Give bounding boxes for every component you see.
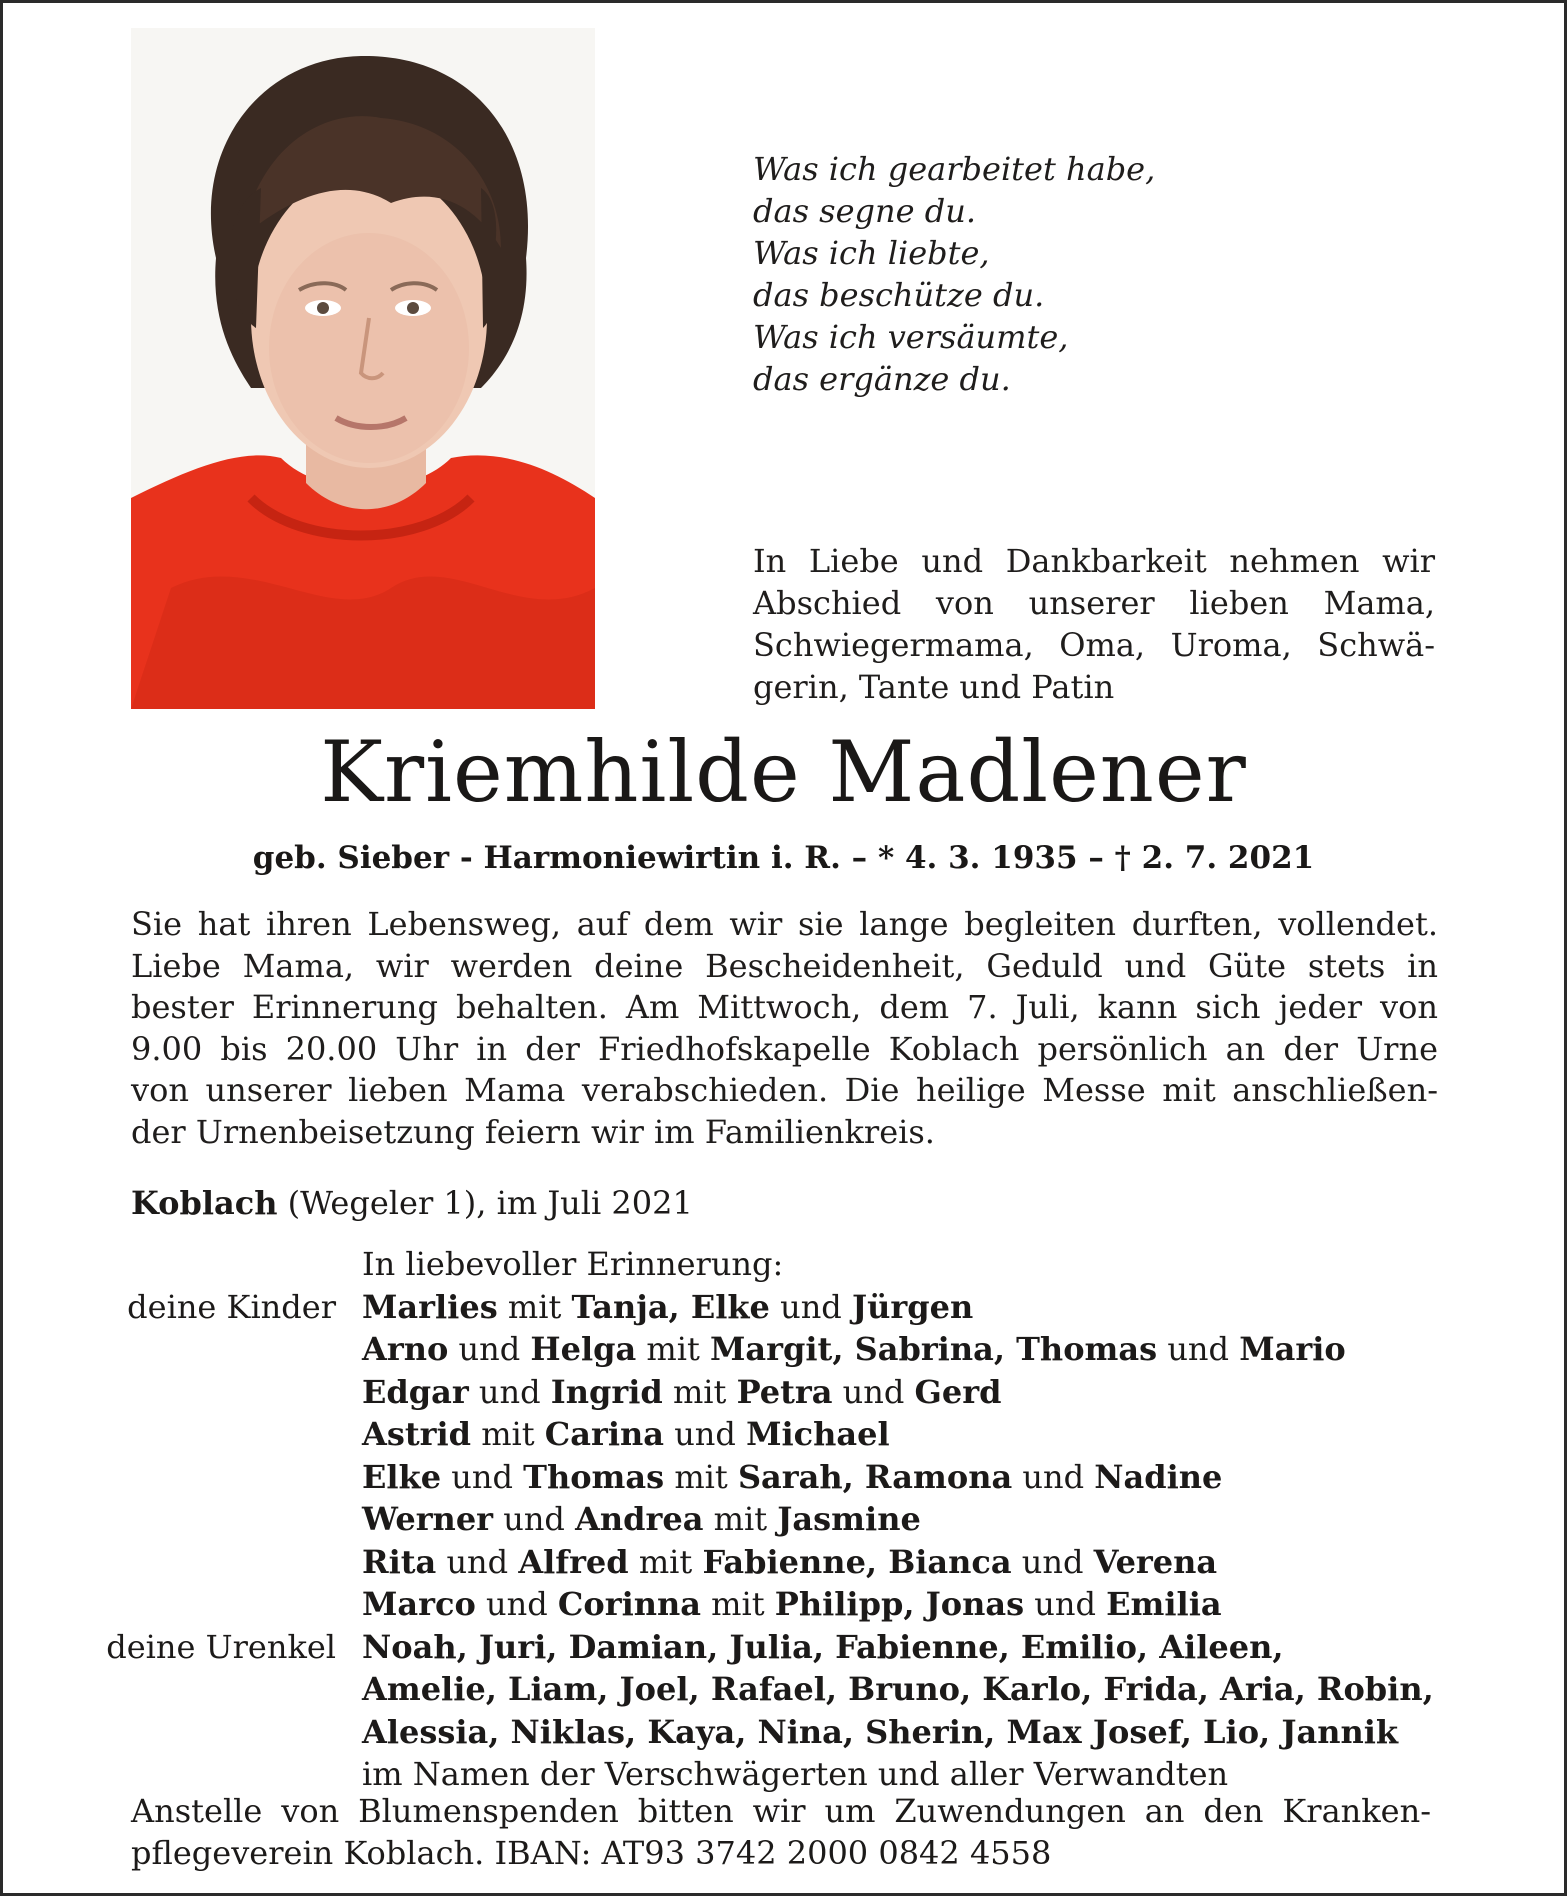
connector-text: und bbox=[475, 1585, 558, 1623]
child-name: Marlies bbox=[362, 1287, 498, 1326]
greatgrandchildren-line: Amelie, Liam, Joel, Rafael, Bruno, Karlo, Frida, Aria, Robin, bbox=[362, 1670, 1434, 1708]
child-line bbox=[362, 1498, 921, 1541]
child-name: Jürgen bbox=[851, 1287, 974, 1326]
connector-text: mit bbox=[497, 1287, 572, 1326]
child-name: Ingrid bbox=[550, 1372, 663, 1411]
greatgrandchildren-line: Alessia, Niklas, Kaya, Nina, Sherin, Max Josef, Lio, Jannik bbox=[362, 1712, 1399, 1751]
body-line: Liebe Mama, wir werden deine Bescheidenheit, Geduld und Güte stets in bbox=[131, 946, 1438, 985]
body-line: Sie hat ihren Lebensweg, auf dem wir sie lange begleiten durften, vollendet. bbox=[131, 905, 1438, 943]
connector-text: mit bbox=[636, 1330, 710, 1368]
connector-text: und bbox=[468, 1372, 551, 1411]
intro-line: Schwiegermama, Oma, Uroma, Schwä- bbox=[753, 626, 1435, 664]
place-rest: (Wegeler 1), im Juli 2021 bbox=[277, 1184, 693, 1222]
child-name: Nadine bbox=[1094, 1457, 1223, 1496]
child-name: Sarah, Ramona bbox=[737, 1457, 1013, 1496]
child-name: Werner bbox=[362, 1500, 494, 1538]
body-line: der Urnenbeisetzung feiern wir im Familienkreis. bbox=[131, 1112, 935, 1151]
connector-text: und bbox=[1157, 1330, 1240, 1368]
child-name: Helga bbox=[530, 1330, 637, 1368]
child-line bbox=[362, 1413, 890, 1456]
child-name: Elke bbox=[362, 1457, 442, 1496]
verse-line: Was ich liebte, bbox=[753, 234, 990, 272]
place-date bbox=[131, 1182, 1431, 1224]
intro-text bbox=[753, 540, 1435, 708]
portrait-photo bbox=[131, 28, 595, 709]
intro-line: Abschied von unserer lieben Mama, bbox=[753, 584, 1435, 622]
relatives-line: im Namen der Verschwägerten und aller Verwandten bbox=[362, 1755, 1229, 1793]
child-name: Tanja, Elke bbox=[571, 1287, 770, 1326]
child-name: Arno bbox=[362, 1330, 449, 1368]
greatgrandchildren-line: Noah, Juri, Damian, Julia, Fabienne, Emilio, Aileen, bbox=[362, 1627, 1284, 1666]
child-name: Carina bbox=[544, 1415, 665, 1453]
connector-text: und bbox=[664, 1415, 747, 1453]
child-name: Marco bbox=[362, 1585, 476, 1623]
connector-text: und bbox=[1011, 1542, 1094, 1581]
child-name: Verena bbox=[1093, 1542, 1218, 1581]
donation-note bbox=[131, 1790, 1431, 1874]
body-line: von unserer lieben Mama verabschieden. Die heilige Messe mit anschließen- bbox=[131, 1071, 1438, 1109]
verse-line: das ergänze du. bbox=[753, 360, 1011, 398]
connector-text: mit bbox=[662, 1372, 737, 1411]
deceased-name: Kriemhilde Madlener bbox=[320, 723, 1247, 821]
family-heading: In liebevoller Erinnerung: bbox=[362, 1245, 784, 1283]
connector-text: mit bbox=[471, 1415, 545, 1453]
intro-line: gerin, Tante und Patin bbox=[753, 668, 1115, 706]
verse-line: Was ich versäumte, bbox=[753, 318, 1069, 356]
child-name: Petra bbox=[736, 1372, 833, 1411]
child-name: Rita bbox=[362, 1542, 437, 1581]
main-text bbox=[131, 904, 1438, 1153]
child-name: Philipp, Jonas bbox=[774, 1585, 1025, 1623]
body-line: 9.00 bis 20.00 Uhr in der Friedhofskapelle Koblach persönlich an der Urne bbox=[131, 1029, 1438, 1068]
child-name: Astrid bbox=[362, 1415, 472, 1453]
child-line bbox=[362, 1371, 1001, 1414]
birth-death-line: geb. Sieber - Harmoniewirtin i. R. – * 4. 3. 1935 – † 2. 7. 2021 bbox=[252, 840, 1315, 876]
children-row bbox=[0, 1286, 1567, 1329]
child-name: Emilia bbox=[1106, 1585, 1222, 1623]
connector-text: und bbox=[441, 1457, 524, 1496]
child-name: Alfred bbox=[518, 1542, 629, 1581]
child-line bbox=[362, 1541, 1217, 1584]
connector-text: mit bbox=[628, 1542, 703, 1581]
connector-text: und bbox=[493, 1500, 576, 1538]
connector-text: mit bbox=[700, 1585, 775, 1623]
child-line bbox=[362, 1328, 1346, 1371]
verse-line: das beschütze du. bbox=[753, 276, 1045, 314]
connector-text: und bbox=[769, 1287, 852, 1326]
child-line bbox=[362, 1583, 1222, 1626]
children-label: deine Kinder bbox=[127, 1287, 336, 1326]
child-name: Corinna bbox=[557, 1585, 701, 1623]
greatgrandchildren-row bbox=[0, 1626, 1567, 1669]
child-name: Michael bbox=[746, 1415, 890, 1453]
connector-text: und bbox=[1012, 1457, 1095, 1496]
intro-line: In Liebe und Dankbarkeit nehmen wir bbox=[753, 542, 1435, 580]
child-name: Margit, Sabrina, Thomas bbox=[709, 1330, 1158, 1368]
connector-text: und bbox=[832, 1372, 915, 1411]
greatgrandchildren-label: deine Urenkel bbox=[106, 1627, 336, 1666]
family-list bbox=[0, 1243, 1567, 1796]
body-line: bester Erinnerung behalten. Am Mittwoch, dem 7. Juli, kann sich jeder von bbox=[131, 988, 1438, 1026]
child-line bbox=[362, 1286, 973, 1329]
child-line bbox=[362, 1456, 1222, 1499]
connector-text: und bbox=[436, 1542, 519, 1581]
connector-text: mit bbox=[703, 1500, 778, 1538]
child-name: Fabienne, Bianca bbox=[702, 1542, 1012, 1581]
child-name: Thomas bbox=[523, 1457, 665, 1496]
connector-text: mit bbox=[664, 1457, 738, 1496]
closing-line: Anstelle von Blumenspenden bitten wir um Zuwendungen an den Kranken- bbox=[131, 1792, 1431, 1830]
child-name: Gerd bbox=[914, 1372, 1002, 1411]
connector-text: und bbox=[448, 1330, 531, 1368]
connector-text: und bbox=[1024, 1585, 1107, 1623]
child-name: Edgar bbox=[362, 1372, 469, 1411]
child-name: Jasmine bbox=[777, 1500, 921, 1538]
closing-line: pflegeverein Koblach. IBAN: AT93 3742 2000 0842 4558 bbox=[131, 1834, 1052, 1872]
verse-line: Was ich gearbeitet habe, bbox=[753, 150, 1156, 188]
verse bbox=[753, 148, 1313, 400]
place-town: Koblach bbox=[131, 1184, 278, 1222]
child-name: Andrea bbox=[575, 1500, 704, 1538]
verse-line: das segne du. bbox=[753, 192, 976, 230]
child-name: Mario bbox=[1239, 1330, 1346, 1368]
